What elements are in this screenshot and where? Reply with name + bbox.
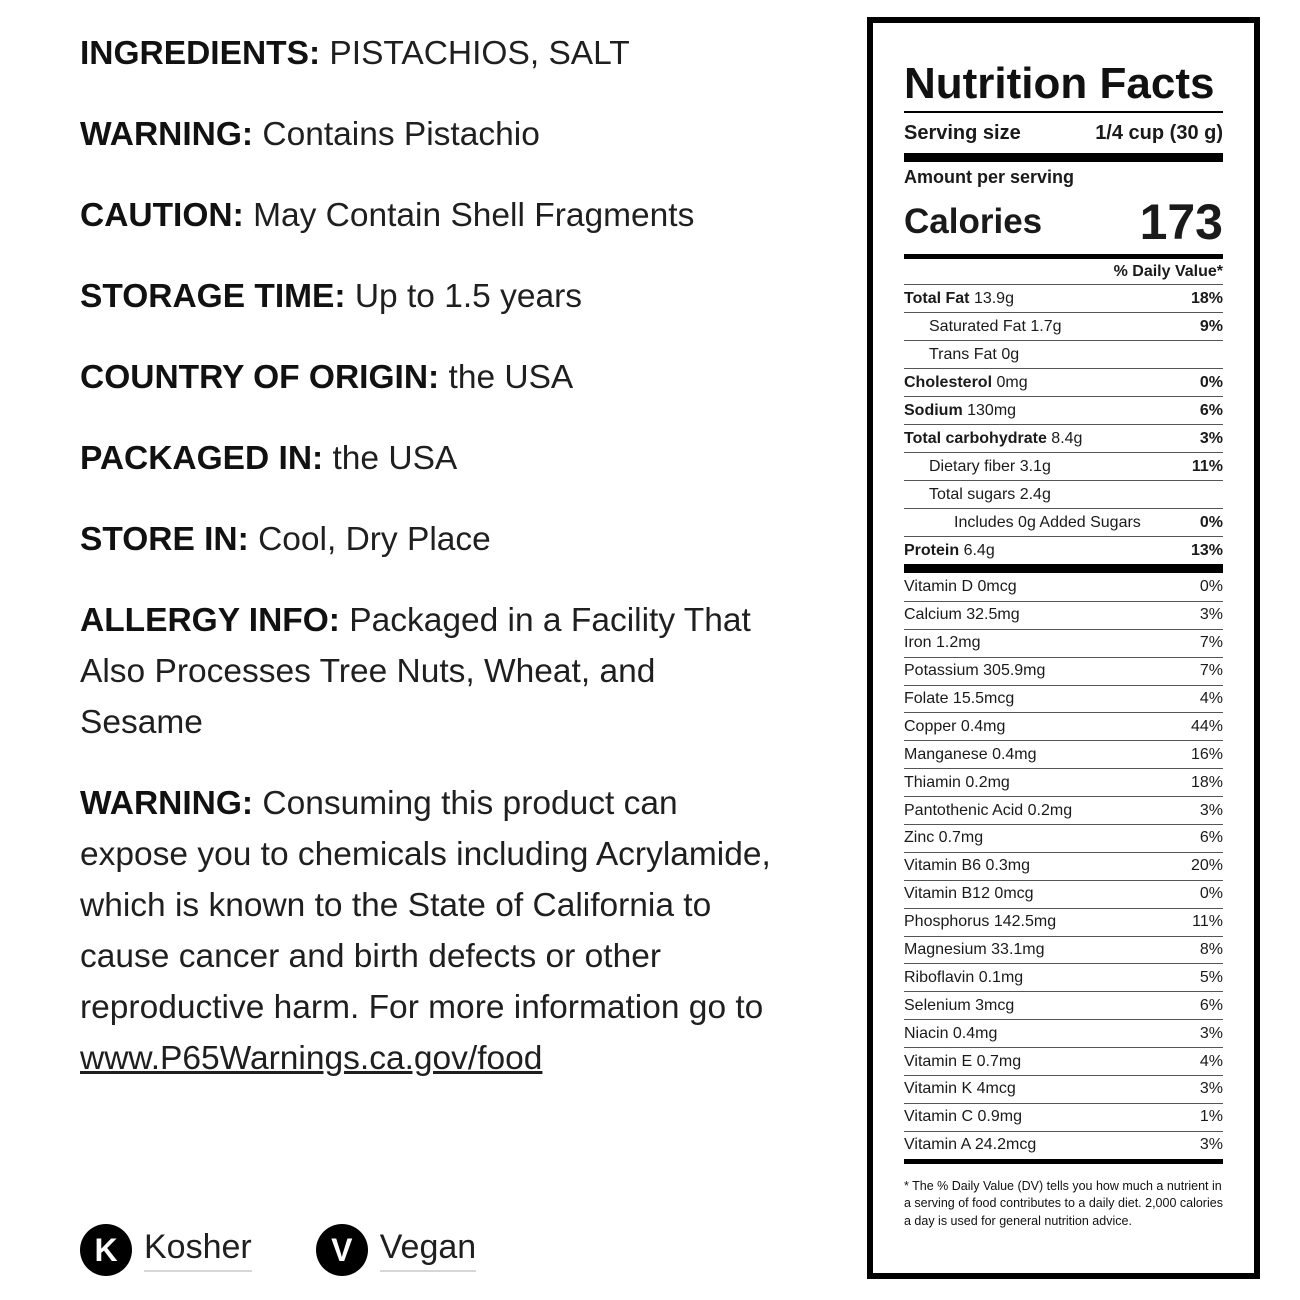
vitamin-dv: 4%: [1199, 1052, 1223, 1070]
vitamin-row: [904, 936, 1223, 964]
vitamin-label: Thiamin 0.2mg: [904, 773, 1010, 791]
vitamin-label: Niacin 0.4mg: [904, 1024, 998, 1042]
vitamin-label: Selenium 3mcg: [904, 996, 1015, 1014]
vegan-icon: V: [316, 1224, 368, 1276]
vitamin-label: Vitamin B6 0.3mg: [904, 857, 1030, 875]
vitamins-divider: [904, 1159, 1223, 1164]
vitamin-label: Vitamin K 4mcg: [904, 1080, 1016, 1098]
product-info: [80, 28, 780, 1114]
nutrition-facts-title: Nutrition Facts: [904, 59, 1215, 108]
vitamin-row: [904, 712, 1223, 740]
nutrient-row-trans-fat: [904, 340, 1223, 368]
caution-label: CAUTION:: [80, 197, 244, 234]
vitamin-dv: 7%: [1199, 662, 1223, 680]
vitamin-row: [904, 1103, 1223, 1131]
origin-value: the USA: [439, 359, 574, 396]
vitamin-dv: 1%: [1199, 1108, 1223, 1126]
vitamin-row: [904, 908, 1223, 936]
vitamin-row: [904, 768, 1223, 796]
vitamin-dv: 3%: [1199, 1136, 1223, 1154]
vegan-label: Vegan: [380, 1228, 476, 1272]
nutrient-amount: 8.4g: [1051, 429, 1083, 447]
store-label: STORE IN:: [80, 521, 249, 558]
nutrient-dv: 0%: [1199, 513, 1223, 531]
vitamin-row: [904, 685, 1223, 713]
serving-size-value: 1/4 cup (30 g): [1095, 121, 1223, 144]
vitamin-row: [904, 796, 1223, 824]
vitamin-row: [904, 991, 1223, 1019]
vitamin-label: Vitamin D 0mcg: [904, 577, 1017, 595]
vitamin-label: Folate 15.5mcg: [904, 690, 1015, 707]
nutrient-row-cholesterol: [904, 368, 1223, 396]
vitamin-dv: 5%: [1199, 968, 1223, 986]
vitamin-row: [904, 657, 1223, 685]
packaged-line: [80, 433, 780, 484]
calories-value: 173: [1139, 194, 1223, 250]
vitamin-label: Riboflavin 0.1mg: [904, 968, 1024, 986]
packaged-label: PACKAGED IN:: [80, 440, 324, 477]
calories-row: [904, 190, 1223, 254]
vitamins-list: [904, 573, 1223, 1159]
vitamin-label: Vitamin A 24.2mcg: [904, 1136, 1037, 1154]
vitamin-label: Vitamin C 0.9mg: [904, 1108, 1022, 1126]
ingredients-line: [80, 28, 780, 79]
nutrient-label: Trans Fat 0g: [929, 345, 1020, 363]
daily-value-footnote: * The % Daily Value (DV) tells you how much a nutrient in a serving of food contributes to a daily diet. 2,000 calories a day is used for general nutrition advice.: [904, 1178, 1223, 1228]
nutrient-label: Protein: [904, 541, 960, 559]
storage-line: [80, 271, 780, 322]
vitamin-row: [904, 573, 1223, 601]
nutrient-dv: 13%: [1190, 541, 1223, 559]
p65-warning-link[interactable]: www.P65Warnings.ca.gov/food: [80, 1040, 543, 1077]
nutrient-label: Dietary fiber 3.1g: [929, 457, 1051, 475]
nutrient-row-total-carbohydrate: [904, 424, 1223, 452]
vitamin-row: [904, 601, 1223, 629]
kosher-label: Kosher: [144, 1228, 252, 1272]
vitamin-dv: 3%: [1199, 1024, 1223, 1042]
vitamin-dv: 6%: [1199, 829, 1223, 847]
vitamin-dv: 44%: [1190, 717, 1223, 735]
vitamin-label: Potassium 305.9mg: [904, 662, 1046, 680]
vitamin-row: [904, 824, 1223, 852]
warning-line: [80, 109, 780, 160]
nutrient-amount: 13.9g: [973, 289, 1014, 307]
allergy-value: Packaged in a Facility That Also Processes Tree Nuts, Wheat, and Sesame: [80, 602, 751, 741]
vitamin-dv: 3%: [1199, 606, 1223, 624]
nutrient-dv: 9%: [1199, 317, 1223, 335]
vitamin-dv: 0%: [1199, 885, 1223, 903]
vitamin-dv: 16%: [1190, 745, 1223, 763]
nutrient-row-dietary-fiber: [904, 452, 1223, 480]
nutrient-dv: 0%: [1199, 373, 1223, 391]
nutrient-dv: 3%: [1199, 429, 1223, 447]
vitamin-label: Calcium 32.5mg: [904, 606, 1020, 624]
vitamin-dv: 6%: [1199, 996, 1223, 1014]
nutrient-amount: 0mg: [996, 373, 1028, 391]
nutrient-row-total-fat: [904, 284, 1223, 312]
packaged-value: the USA: [323, 440, 458, 477]
amount-per-serving: Amount per serving: [904, 167, 1075, 187]
vitamin-row: [904, 963, 1223, 991]
vitamin-dv: 8%: [1199, 941, 1223, 959]
p65-warning-line: [80, 778, 780, 1084]
nutrient-row-total-sugars: [904, 480, 1223, 508]
storage-value: Up to 1.5 years: [345, 278, 583, 315]
vitamin-dv: 4%: [1199, 690, 1223, 707]
caution-value: May Contain Shell Fragments: [243, 197, 695, 234]
vitamin-row: [904, 740, 1223, 768]
serving-size-label: Serving size: [904, 121, 1021, 144]
vitamin-label: Zinc 0.7mg: [904, 829, 984, 847]
vitamin-label: Magnesium 33.1mg: [904, 941, 1045, 959]
vitamin-dv: 0%: [1199, 577, 1223, 595]
serving-size-row: [904, 113, 1223, 153]
vitamin-label: Copper 0.4mg: [904, 717, 1006, 735]
nutrient-label: Total carbohydrate: [904, 429, 1047, 447]
vitamin-dv: 3%: [1199, 1080, 1223, 1098]
vitamin-label: Vitamin E 0.7mg: [904, 1052, 1022, 1070]
vitamin-label: Iron 1.2mg: [904, 634, 981, 652]
nutrient-dv: 6%: [1199, 401, 1223, 419]
vitamin-dv: 18%: [1190, 773, 1223, 791]
warning-value: Contains Pistachio: [253, 116, 540, 153]
vitamin-dv: 20%: [1190, 857, 1223, 875]
vitamin-row: [904, 1019, 1223, 1047]
storage-label: STORAGE TIME:: [80, 278, 346, 315]
vitamin-dv: 3%: [1199, 801, 1223, 819]
nutrient-amount: 130mg: [967, 401, 1017, 419]
warning-label: WARNING:: [80, 116, 254, 153]
ingredients-label: INGREDIENTS:: [80, 35, 321, 72]
nutrient-amount: 6.4g: [963, 541, 995, 559]
vitamin-row: [904, 1131, 1223, 1159]
nutrient-row-saturated-fat: [904, 312, 1223, 340]
macros-divider: [904, 564, 1223, 573]
nutrient-label: Cholesterol: [904, 373, 993, 391]
vitamin-label: Vitamin B12 0mcg: [904, 885, 1034, 903]
vitamin-row: [904, 880, 1223, 908]
kosher-badge: [80, 1224, 252, 1276]
vitamin-row: [904, 1075, 1223, 1103]
vitamin-row: [904, 1047, 1223, 1075]
store-line: [80, 514, 780, 565]
p65-warning-label: WARNING:: [80, 785, 254, 822]
origin-label: COUNTRY OF ORIGIN:: [80, 359, 440, 396]
nutrient-row-sodium: [904, 396, 1223, 424]
store-value: Cool, Dry Place: [248, 521, 491, 558]
vitamin-row: [904, 852, 1223, 880]
origin-line: [80, 352, 780, 403]
nutrient-label: Total sugars 2.4g: [929, 485, 1051, 503]
vegan-badge: [316, 1224, 476, 1276]
daily-value-header: % Daily Value*: [1113, 263, 1223, 280]
caution-line: [80, 190, 780, 241]
kosher-icon: K: [80, 1224, 132, 1276]
vitamin-label: Manganese 0.4mg: [904, 745, 1037, 763]
nutrient-label: Saturated Fat 1.7g: [929, 317, 1062, 335]
nutrition-facts-panel: [867, 17, 1260, 1279]
vitamin-label: Pantothenic Acid 0.2mg: [904, 801, 1073, 819]
nutrient-label: Sodium: [904, 401, 963, 419]
ingredients-value: PISTACHIOS, SALT: [320, 35, 630, 72]
nutrient-label: Includes 0g Added Sugars: [954, 513, 1141, 531]
serving-divider: [904, 153, 1223, 162]
nutrient-row-added-sugars: [904, 508, 1223, 536]
nutrient-dv: 11%: [1191, 457, 1223, 475]
allergy-line: [80, 595, 780, 748]
nutrient-dv: 18%: [1190, 289, 1223, 307]
calories-label: Calories: [904, 202, 1043, 241]
p65-warning-value: Consuming this product can expose you to chemicals including Acrylamide, which is known to the State of California to cause cancer and birth defects or other reproductive harm. For more information go to: [80, 785, 771, 1026]
allergy-label: ALLERGY INFO:: [80, 602, 340, 639]
vitamin-dv: 7%: [1199, 634, 1223, 652]
vitamin-label: Phosphorus 142.5mg: [904, 913, 1057, 931]
diet-badges: [80, 1222, 540, 1278]
vitamin-row: [904, 629, 1223, 657]
nutrient-label: Total Fat: [904, 289, 970, 307]
nutrient-row-protein: [904, 536, 1223, 564]
vitamin-dv: 11%: [1192, 913, 1223, 931]
